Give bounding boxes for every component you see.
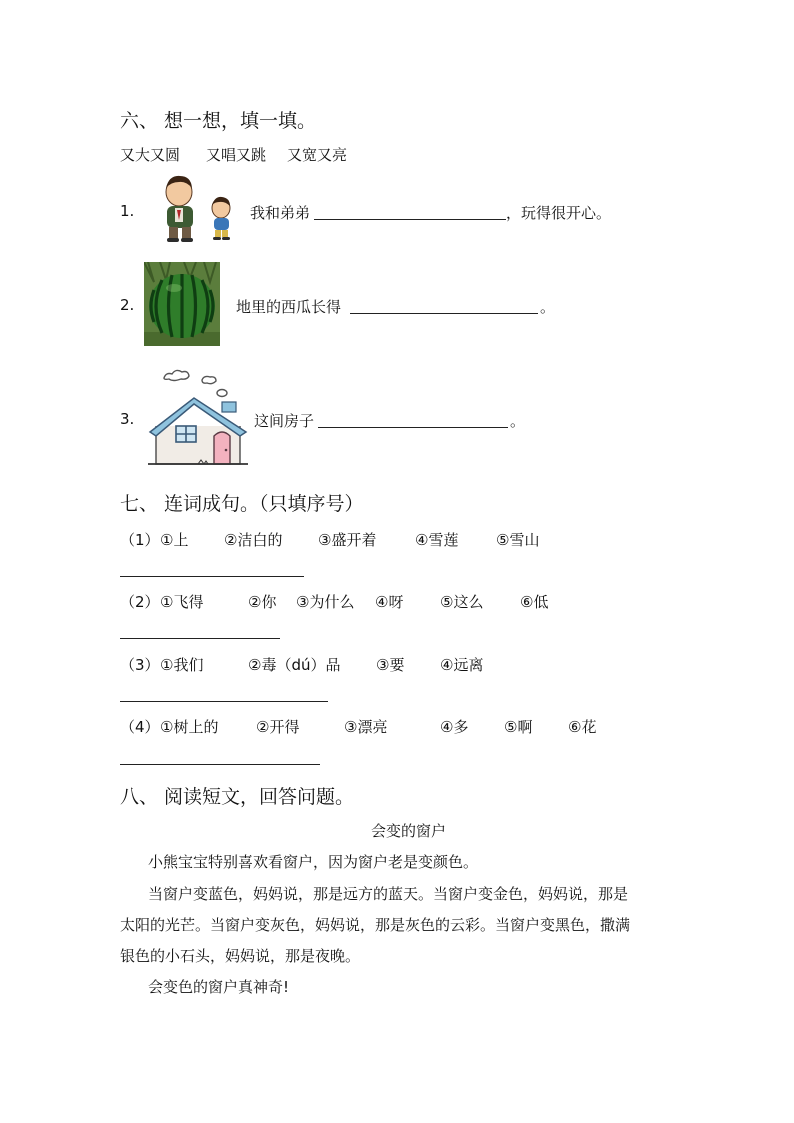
question-4-label: （4）: [120, 718, 160, 736]
question-3-word: ①我们: [160, 656, 204, 674]
question-2-word: ①飞得: [160, 593, 204, 611]
question-1-word: ③盛开着: [318, 531, 377, 549]
item-1-prefix: 我和弟弟: [250, 204, 311, 222]
word-bank-2: 又唱又跳: [206, 146, 267, 164]
item-1-answer-blank[interactable]: [314, 219, 506, 220]
question-2-word: ③为什么: [296, 593, 355, 611]
item-3-answer-blank[interactable]: [318, 427, 508, 428]
question-1-word: ②洁白的: [224, 531, 283, 549]
question-1-word: ⑤雪山: [496, 531, 540, 549]
passage-line: 当窗户变蓝色，妈妈说，那是远方的蓝天。当窗户变金色，妈妈说，那是: [148, 885, 629, 903]
question-3-word: ③要: [376, 656, 405, 674]
house-drawing: [146, 366, 250, 468]
passage-title: 会变的窗户: [371, 822, 447, 840]
question-4-word: ⑤啊: [504, 718, 533, 736]
item-1-suffix: ，玩得很开心。: [506, 204, 612, 222]
question-4-word: ②开得: [256, 718, 300, 736]
question-2-label: （2）: [120, 593, 160, 611]
question-1-label: （1）: [120, 531, 160, 549]
passage-line: 小熊宝宝特别喜欢看窗户，因为窗户老是变颜色。: [148, 853, 479, 871]
word-bank-1: 又大又圆: [120, 146, 181, 164]
passage-line: 会变色的窗户真神奇!: [148, 978, 290, 996]
question-1-word: ①上: [160, 531, 189, 549]
question-4-word: ④多: [440, 718, 469, 736]
question-2-word: ⑤这么: [440, 593, 484, 611]
question-4-word: ①树上的: [160, 718, 219, 736]
passage-line: 太阳的光芒。当窗户变灰色，妈妈说，那是灰色的云彩。当窗户变黑色，撒满: [120, 916, 631, 934]
boy-and-brother-illustration: [155, 172, 251, 244]
item-2-suffix: 。: [540, 298, 556, 316]
question-4-answer-line[interactable]: [120, 764, 320, 765]
question-1-word: ④雪莲: [415, 531, 459, 549]
section-6-heading: 六、 想一想，填一填。: [120, 110, 317, 132]
section-8-heading: 八、 阅读短文，回答问题。: [120, 786, 355, 808]
item-1-number: 1.: [120, 202, 135, 220]
word-bank-3: 又宽又亮: [287, 146, 348, 164]
question-3-label: （3）: [120, 656, 160, 674]
question-1-answer-line[interactable]: [120, 576, 304, 577]
question-4-word: ③漂亮: [344, 718, 388, 736]
question-2-answer-line[interactable]: [120, 638, 280, 639]
item-3-suffix: 。: [510, 412, 526, 430]
item-2-answer-blank[interactable]: [350, 313, 538, 314]
item-2-number: 2.: [120, 296, 135, 314]
item-2-prefix: 地里的西瓜长得: [236, 298, 342, 316]
question-3-word: ④远离: [440, 656, 484, 674]
question-3-word: ②毒（dú）品: [248, 656, 341, 674]
item-3-number: 3.: [120, 410, 135, 428]
item-3-prefix: 这间房子: [254, 412, 315, 430]
question-2-word: ⑥低: [520, 593, 549, 611]
section-7-heading: 七、 连词成句。（只填序号）: [120, 493, 364, 515]
question-3-answer-line[interactable]: [120, 701, 328, 702]
question-4-word: ⑥花: [568, 718, 597, 736]
passage-line: 银色的小石头，妈妈说，那是夜晚。: [120, 947, 361, 965]
question-2-word: ④呀: [375, 593, 404, 611]
watermelon-photo: [144, 262, 220, 346]
question-2-word: ②你: [248, 593, 277, 611]
